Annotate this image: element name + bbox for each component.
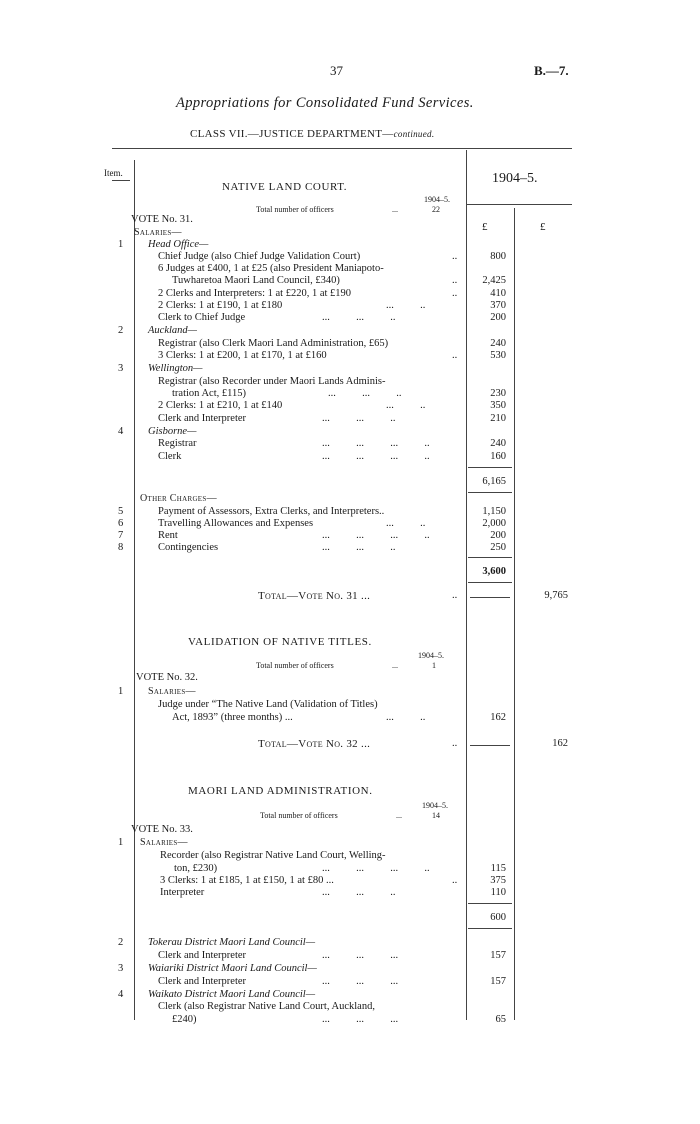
table-top-rule	[112, 148, 572, 149]
line-amount: 240	[490, 438, 506, 449]
line-amount: 250	[490, 542, 506, 553]
subtotal-rule	[468, 467, 512, 468]
total-dash	[470, 597, 510, 598]
line-description: 2 Clerks: 1 at £210, 1 at £140	[158, 400, 283, 411]
line-amount: 160	[490, 451, 506, 462]
line-description: Judge under “The Native Land (Validation of Titles)	[158, 699, 378, 710]
line-description: Chief Judge (also Chief Judge Validation Court)	[158, 251, 361, 262]
dot-leader: ..	[452, 590, 458, 601]
vote31-officers-label: Total number of officers	[256, 205, 334, 214]
vote31-head-office-label: Head Office—	[148, 239, 209, 250]
vote31-other-subtotal: 3,600	[482, 566, 506, 577]
line-description: Registrar (also Clerk Maori Land Administration, £65)	[158, 338, 389, 349]
line-amount: 2,425	[482, 275, 506, 286]
vote33-heading: MAORI LAND ADMINISTRATION.	[188, 785, 373, 797]
line-amount: 240	[490, 338, 506, 349]
line-description: Payment of Assessors, Extra Clerks, and Interpreters..	[158, 506, 385, 517]
vote33-salaries-heading: Salaries—	[140, 837, 188, 848]
dot-leader: ... ... ..	[322, 887, 396, 898]
dot-leader: ..	[452, 251, 458, 262]
dot-leader: ... ... ..	[322, 542, 396, 553]
line-description: tration Act, £115)	[172, 388, 246, 399]
vote32-salaries-heading: Salaries—	[148, 686, 196, 697]
vote32-label: VOTE No. 32.	[136, 672, 198, 683]
item-number: 1	[118, 686, 124, 697]
line-amount: 157	[490, 950, 506, 961]
vote31-total-amount: 9,765	[544, 590, 568, 601]
line-description: Tuwharetoa Maori Land Council, £340)	[172, 275, 340, 286]
line-description: Contingencies	[158, 542, 219, 553]
dot-leader: ... ..	[386, 518, 426, 529]
item-number: 2	[118, 325, 124, 336]
year-underline	[466, 204, 572, 205]
line-description: Clerk and Interpreter	[158, 413, 247, 424]
dot-leader: ... ... ..	[322, 413, 396, 424]
line-amount: 115	[490, 863, 506, 874]
vote33-officers-count: 14	[432, 811, 440, 820]
dot-leader: ...	[396, 811, 402, 820]
vote31-officers-count: 22	[432, 205, 440, 214]
item-number: 8	[118, 542, 124, 553]
dot-leader: ..	[452, 288, 458, 299]
dot-leader: ..	[452, 738, 458, 749]
dot-leader: ... ... ...	[322, 1014, 399, 1025]
line-description: Clerk and Interpreter	[158, 976, 247, 987]
line-description: Registrar (also Recorder under Maori Lands Adminis-	[158, 376, 386, 387]
vote33-tokerau-label: Tokerau District Maori Land Council—	[148, 937, 316, 948]
dot-leader: ... ..	[386, 300, 426, 311]
line-description: £240)	[172, 1014, 197, 1025]
document-code: B.—7.	[534, 63, 569, 78]
line-description: 2 Clerks and Interpreters: 1 at £220, 1 at £190	[158, 288, 352, 299]
dot-leader: ...	[392, 205, 398, 214]
year-column-header: 1904–5.	[492, 171, 538, 186]
page-title: Appropriations for Consolidated Fund Services.	[176, 95, 474, 111]
line-amount: 110	[490, 887, 506, 898]
page-number: 37	[330, 63, 343, 78]
subtotal-rule	[468, 582, 512, 583]
line-amount: 375	[490, 875, 506, 886]
vote33-waiariki-label: Waiariki District Maori Land Council—	[148, 963, 317, 974]
amount-column-rule-mid	[514, 208, 515, 1020]
vote31-wellington-label: Wellington—	[148, 363, 203, 374]
item-column-rule	[134, 160, 135, 1020]
line-description: Interpreter	[160, 887, 205, 898]
vote32-total-label: Total—Vote No. 32 ...	[258, 738, 371, 750]
line-description: 3 Clerks: 1 at £185, 1 at £150, 1 at £80 ...	[160, 875, 334, 886]
item-number: 4	[118, 989, 124, 1000]
amount-column-rule-left	[466, 150, 467, 1020]
line-amount: 210	[490, 413, 506, 424]
vote33-salaries-subtotal: 600	[490, 912, 506, 923]
line-description: 3 Clerks: 1 at £200, 1 at £170, 1 at £160	[158, 350, 327, 361]
item-number: 1	[118, 239, 124, 250]
vote31-officers-year: 1904–5.	[424, 195, 450, 204]
line-description: ton, £230)	[174, 863, 218, 874]
dot-leader: ...	[392, 661, 398, 670]
dot-leader: ... ... ... ..	[322, 451, 430, 462]
total-dash	[470, 745, 510, 746]
item-number: 3	[118, 363, 124, 374]
subtotal-rule	[468, 928, 512, 929]
class-heading: CLASS VII.—JUSTICE DEPARTMENT—continued.	[190, 128, 435, 140]
line-description: Clerk and Interpreter	[158, 950, 247, 961]
vote32-total-amount: 162	[552, 738, 568, 749]
line-description: Recorder (also Registrar Native Land Court, Welling-	[160, 850, 386, 861]
item-number: 7	[118, 530, 124, 541]
line-amount: 800	[490, 251, 506, 262]
item-number: 2	[118, 937, 124, 948]
dot-leader: ... ..	[386, 400, 426, 411]
item-number: 1	[118, 837, 124, 848]
line-description: 6 Judges at £400, 1 at £25 (also President Maniapoto-	[158, 263, 384, 274]
dot-leader: ..	[452, 275, 458, 286]
pound-sign-total: £	[540, 221, 546, 233]
vote31-auckland-label: Auckland—	[148, 325, 197, 336]
line-description: Act, 1893” (three months) ...	[172, 712, 293, 723]
line-description: 2 Clerks: 1 at £190, 1 at £180	[158, 300, 283, 311]
item-number: 5	[118, 506, 124, 517]
vote33-label: VOTE No. 33.	[131, 824, 193, 835]
item-number: 3	[118, 963, 124, 974]
vote31-other-charges-heading: Other Charges—	[140, 493, 217, 504]
item-column-header: Item.	[104, 168, 123, 178]
line-amount: 162	[490, 712, 506, 723]
line-description: Clerk	[158, 451, 182, 462]
vote32-heading: VALIDATION OF NATIVE TITLES.	[188, 636, 372, 648]
dot-leader: ... ... ... ..	[322, 863, 430, 874]
vote33-officers-year: 1904–5.	[422, 801, 448, 810]
line-amount: 200	[490, 530, 506, 541]
line-amount: 410	[490, 288, 506, 299]
subtotal-rule	[468, 903, 512, 904]
line-description: Rent	[158, 530, 178, 541]
dot-leader: ... ... ... ..	[322, 438, 430, 449]
subtotal-rule	[468, 557, 512, 558]
vote32-officers-count: 1	[432, 661, 436, 670]
dot-leader: ... ... ...	[322, 950, 399, 961]
line-amount: 2,000	[482, 518, 506, 529]
line-amount: 350	[490, 400, 506, 411]
line-amount: 65	[495, 1014, 506, 1025]
dot-leader: ... ... ...	[322, 976, 399, 987]
vote31-heading: NATIVE LAND COURT.	[222, 181, 348, 193]
line-amount: 370	[490, 300, 506, 311]
line-amount: 230	[490, 388, 506, 399]
vote31-label: VOTE No. 31.	[131, 214, 193, 225]
line-description: Clerk to Chief Judge	[158, 312, 246, 323]
item-number: 4	[118, 426, 124, 437]
subtotal-rule	[468, 492, 512, 493]
line-amount: 200	[490, 312, 506, 323]
vote31-total-label: Total—Vote No. 31 ...	[258, 590, 371, 602]
line-amount: 1,150	[482, 506, 506, 517]
dot-leader: ... ... ... ..	[322, 530, 430, 541]
vote32-officers-year: 1904–5.	[418, 651, 444, 660]
vote33-officers-label: Total number of officers	[260, 811, 338, 820]
dot-leader: ... ... ..	[322, 312, 396, 323]
vote31-gisborne-label: Gisborne—	[148, 426, 197, 437]
dot-leader: ..	[452, 875, 458, 886]
line-amount: 530	[490, 350, 506, 361]
line-description: Clerk (also Registrar Native Land Court, Auckland,	[158, 1001, 375, 1012]
item-header-rule	[112, 180, 130, 181]
line-description: Registrar	[158, 438, 197, 449]
line-description: Travelling Allowances and Expenses	[158, 518, 314, 529]
dot-leader: ... ..	[386, 712, 426, 723]
dot-leader: ... ... ..	[328, 388, 402, 399]
line-amount: 157	[490, 976, 506, 987]
vote31-salaries-heading: Salaries—	[134, 227, 182, 238]
vote32-officers-label: Total number of officers	[256, 661, 334, 670]
item-number: 6	[118, 518, 124, 529]
vote33-waikato-label: Waikato District Maori Land Council—	[148, 989, 316, 1000]
dot-leader: ..	[452, 350, 458, 361]
vote31-salaries-subtotal: 6,165	[482, 476, 506, 487]
pound-sign-sub: £	[482, 221, 488, 233]
